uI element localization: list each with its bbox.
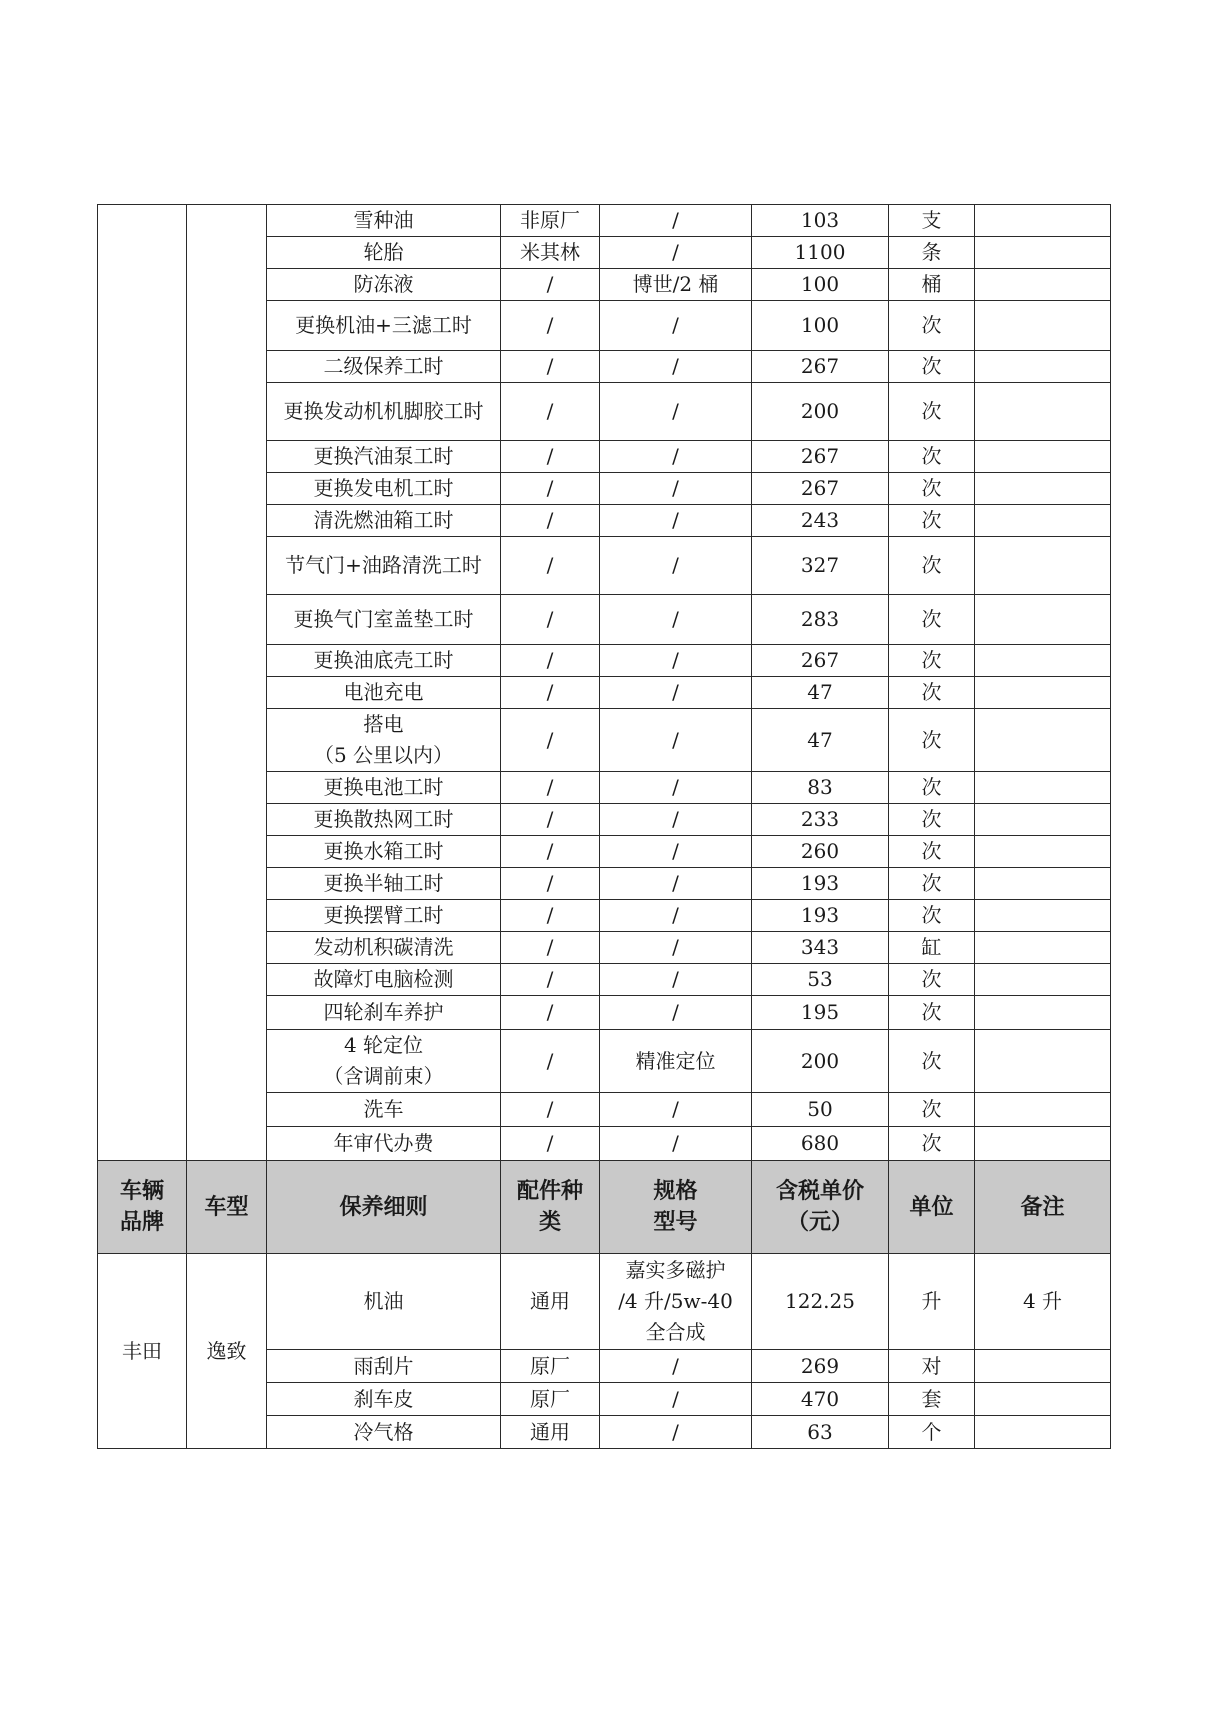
spec-cell: / xyxy=(600,1350,752,1383)
item-cell: 更换散热网工时 xyxy=(267,804,501,836)
price-cell: 327 xyxy=(752,537,889,595)
unit-cell: 对 xyxy=(889,1350,975,1383)
item-cell: 洗车 xyxy=(267,1093,501,1127)
unit-cell: 次 xyxy=(889,964,975,996)
brand-cell-continued xyxy=(98,205,187,1161)
unit-cell: 次 xyxy=(889,1030,975,1093)
item-cell: 更换电池工时 xyxy=(267,772,501,804)
spec-cell: / xyxy=(600,804,752,836)
type-cell: / xyxy=(501,383,600,441)
note-cell xyxy=(975,351,1111,383)
spec-cell: / xyxy=(600,932,752,964)
item-cell: 搭电 （5 公里以内） xyxy=(267,709,501,772)
spec-cell: 嘉实多磁护 /4 升/5w-40 全合成 xyxy=(600,1254,752,1350)
unit-cell: 桶 xyxy=(889,269,975,301)
type-cell: 非原厂 xyxy=(501,205,600,237)
note-cell xyxy=(975,1383,1111,1416)
type-cell: / xyxy=(501,868,600,900)
item-cell: 更换气门室盖垫工时 xyxy=(267,595,501,645)
item-cell: 雪种油 xyxy=(267,205,501,237)
item-cell: 4 轮定位 （含调前束） xyxy=(267,1030,501,1093)
spec-cell: / xyxy=(600,964,752,996)
item-cell: 轮胎 xyxy=(267,237,501,269)
note-cell: 4 升 xyxy=(975,1254,1111,1350)
header-model: 车型 xyxy=(187,1161,267,1254)
unit-cell: 次 xyxy=(889,383,975,441)
note-cell xyxy=(975,505,1111,537)
type-cell: / xyxy=(501,351,600,383)
price-cell: 63 xyxy=(752,1416,889,1449)
price-cell: 267 xyxy=(752,645,889,677)
price-cell: 193 xyxy=(752,900,889,932)
price-cell: 233 xyxy=(752,804,889,836)
spec-cell: / xyxy=(600,772,752,804)
price-cell: 193 xyxy=(752,868,889,900)
note-cell xyxy=(975,996,1111,1030)
spec-cell: / xyxy=(600,383,752,441)
unit-cell: 次 xyxy=(889,473,975,505)
type-cell: / xyxy=(501,900,600,932)
maintenance-price-table xyxy=(97,204,1111,1449)
header-spec: 规格 型号 xyxy=(600,1161,752,1254)
price-cell: 267 xyxy=(752,473,889,505)
spec-cell: / xyxy=(600,677,752,709)
price-cell: 283 xyxy=(752,595,889,645)
price-cell: 243 xyxy=(752,505,889,537)
item-cell: 防冻液 xyxy=(267,269,501,301)
note-cell xyxy=(975,383,1111,441)
item-cell: 清洗燃油箱工时 xyxy=(267,505,501,537)
note-cell xyxy=(975,964,1111,996)
unit-cell: 次 xyxy=(889,505,975,537)
spec-cell: / xyxy=(600,1416,752,1449)
note-cell xyxy=(975,1350,1111,1383)
spec-cell: / xyxy=(600,1383,752,1416)
type-cell: / xyxy=(501,301,600,351)
type-cell: / xyxy=(501,996,600,1030)
type-cell: / xyxy=(501,964,600,996)
spec-cell: / xyxy=(600,868,752,900)
type-cell: / xyxy=(501,645,600,677)
model-cell-continued xyxy=(187,205,267,1161)
note-cell xyxy=(975,709,1111,772)
item-cell: 刹车皮 xyxy=(267,1383,501,1416)
item-cell: 更换汽油泵工时 xyxy=(267,441,501,473)
type-cell: 原厂 xyxy=(501,1350,600,1383)
price-cell: 100 xyxy=(752,269,889,301)
type-cell: / xyxy=(501,441,600,473)
type-cell: 通用 xyxy=(501,1416,600,1449)
price-cell: 47 xyxy=(752,709,889,772)
price-cell: 200 xyxy=(752,1030,889,1093)
price-cell: 47 xyxy=(752,677,889,709)
type-cell: / xyxy=(501,473,600,505)
header-note: 备注 xyxy=(975,1161,1111,1254)
spec-cell: 精准定位 xyxy=(600,1030,752,1093)
note-cell xyxy=(975,537,1111,595)
unit-cell: 次 xyxy=(889,1093,975,1127)
note-cell xyxy=(975,237,1111,269)
note-cell xyxy=(975,677,1111,709)
price-cell: 343 xyxy=(752,932,889,964)
spec-cell: / xyxy=(600,645,752,677)
price-cell: 103 xyxy=(752,205,889,237)
item-cell: 电池充电 xyxy=(267,677,501,709)
item-cell: 四轮刹车养护 xyxy=(267,996,501,1030)
note-cell xyxy=(975,1030,1111,1093)
unit-cell: 升 xyxy=(889,1254,975,1350)
item-cell: 更换水箱工时 xyxy=(267,836,501,868)
table-row xyxy=(98,1254,1111,1350)
spec-cell: / xyxy=(600,473,752,505)
type-cell: 原厂 xyxy=(501,1383,600,1416)
price-cell: 680 xyxy=(752,1127,889,1161)
spec-cell: / xyxy=(600,505,752,537)
type-cell: / xyxy=(501,677,600,709)
note-cell xyxy=(975,595,1111,645)
note-cell xyxy=(975,473,1111,505)
price-cell: 100 xyxy=(752,301,889,351)
item-cell: 发动机积碳清洗 xyxy=(267,932,501,964)
unit-cell: 次 xyxy=(889,772,975,804)
table-row xyxy=(98,205,1111,237)
item-cell: 更换油底壳工时 xyxy=(267,645,501,677)
unit-cell: 个 xyxy=(889,1416,975,1449)
price-cell: 269 xyxy=(752,1350,889,1383)
unit-cell: 次 xyxy=(889,645,975,677)
spec-cell: / xyxy=(600,351,752,383)
note-cell xyxy=(975,205,1111,237)
item-cell: 故障灯电脑检测 xyxy=(267,964,501,996)
price-cell: 260 xyxy=(752,836,889,868)
note-cell xyxy=(975,441,1111,473)
price-cell: 267 xyxy=(752,351,889,383)
note-cell xyxy=(975,932,1111,964)
type-cell: / xyxy=(501,269,600,301)
item-cell: 雨刮片 xyxy=(267,1350,501,1383)
price-cell: 1100 xyxy=(752,237,889,269)
note-cell xyxy=(975,836,1111,868)
spec-cell: / xyxy=(600,836,752,868)
spec-cell: / xyxy=(600,900,752,932)
spec-cell: / xyxy=(600,205,752,237)
spec-cell: / xyxy=(600,595,752,645)
type-cell: / xyxy=(501,595,600,645)
spec-cell: / xyxy=(600,441,752,473)
unit-cell: 次 xyxy=(889,900,975,932)
note-cell xyxy=(975,301,1111,351)
type-cell: / xyxy=(501,804,600,836)
price-cell: 50 xyxy=(752,1093,889,1127)
header-type: 配件种 类 xyxy=(501,1161,600,1254)
item-cell: 更换摆臂工时 xyxy=(267,900,501,932)
price-cell: 83 xyxy=(752,772,889,804)
spec-cell: 博世/2 桶 xyxy=(600,269,752,301)
type-cell: / xyxy=(501,1127,600,1161)
item-cell: 更换半轴工时 xyxy=(267,868,501,900)
brand-cell: 丰田 xyxy=(98,1254,187,1449)
model-cell: 逸致 xyxy=(187,1254,267,1449)
unit-cell: 次 xyxy=(889,351,975,383)
unit-cell: 套 xyxy=(889,1383,975,1416)
note-cell xyxy=(975,772,1111,804)
note-cell xyxy=(975,1127,1111,1161)
unit-cell: 支 xyxy=(889,205,975,237)
item-cell: 二级保养工时 xyxy=(267,351,501,383)
note-cell xyxy=(975,900,1111,932)
price-cell: 53 xyxy=(752,964,889,996)
price-cell: 470 xyxy=(752,1383,889,1416)
item-cell: 冷气格 xyxy=(267,1416,501,1449)
unit-cell: 次 xyxy=(889,441,975,473)
note-cell xyxy=(975,1093,1111,1127)
item-cell: 更换发动机机脚胶工时 xyxy=(267,383,501,441)
note-cell xyxy=(975,645,1111,677)
price-cell: 200 xyxy=(752,383,889,441)
unit-cell: 次 xyxy=(889,804,975,836)
type-cell: / xyxy=(501,709,600,772)
type-cell: / xyxy=(501,772,600,804)
price-cell: 122.25 xyxy=(752,1254,889,1350)
header-brand: 车辆 品牌 xyxy=(98,1161,187,1254)
unit-cell: 条 xyxy=(889,237,975,269)
type-cell: / xyxy=(501,537,600,595)
type-cell: / xyxy=(501,1030,600,1093)
header-item: 保养细则 xyxy=(267,1161,501,1254)
spec-cell: / xyxy=(600,1127,752,1161)
item-cell: 节气门+油路清洗工时 xyxy=(267,537,501,595)
unit-cell: 次 xyxy=(889,1127,975,1161)
note-cell xyxy=(975,868,1111,900)
spec-cell: / xyxy=(600,237,752,269)
type-cell: 通用 xyxy=(501,1254,600,1350)
unit-cell: 次 xyxy=(889,836,975,868)
price-cell: 195 xyxy=(752,996,889,1030)
item-cell: 更换机油+三滤工时 xyxy=(267,301,501,351)
unit-cell: 次 xyxy=(889,595,975,645)
item-cell: 更换发电机工时 xyxy=(267,473,501,505)
unit-cell: 次 xyxy=(889,677,975,709)
unit-cell: 次 xyxy=(889,868,975,900)
type-cell: / xyxy=(501,1093,600,1127)
table-header-row xyxy=(98,1161,1111,1254)
header-price: 含税单价 （元） xyxy=(752,1161,889,1254)
unit-cell: 缸 xyxy=(889,932,975,964)
note-cell xyxy=(975,269,1111,301)
spec-cell: / xyxy=(600,537,752,595)
type-cell: 米其林 xyxy=(501,237,600,269)
type-cell: / xyxy=(501,836,600,868)
spec-cell: / xyxy=(600,709,752,772)
spec-cell: / xyxy=(600,1093,752,1127)
price-cell: 267 xyxy=(752,441,889,473)
note-cell xyxy=(975,804,1111,836)
item-cell: 机油 xyxy=(267,1254,501,1350)
item-cell: 年审代办费 xyxy=(267,1127,501,1161)
unit-cell: 次 xyxy=(889,709,975,772)
spec-cell: / xyxy=(600,996,752,1030)
unit-cell: 次 xyxy=(889,537,975,595)
note-cell xyxy=(975,1416,1111,1449)
unit-cell: 次 xyxy=(889,996,975,1030)
spec-cell: / xyxy=(600,301,752,351)
type-cell: / xyxy=(501,932,600,964)
unit-cell: 次 xyxy=(889,301,975,351)
header-unit: 单位 xyxy=(889,1161,975,1254)
type-cell: / xyxy=(501,505,600,537)
